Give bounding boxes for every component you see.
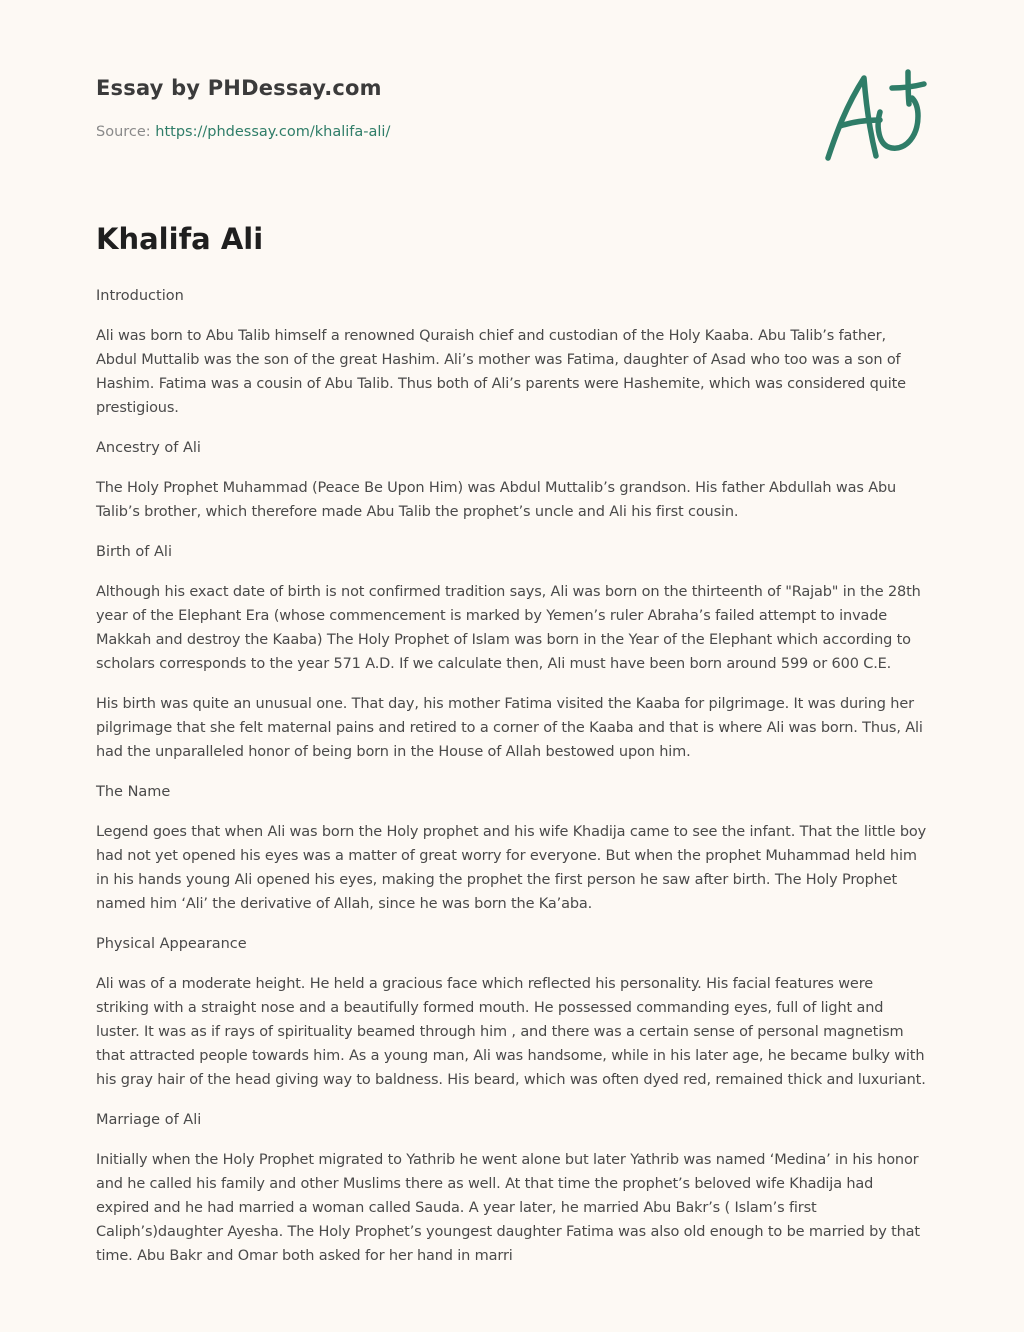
site-brand: Essay by PHDessay.com (96, 76, 382, 100)
section-heading: Marriage of Ali (96, 1112, 202, 1128)
essay-paragraph: The Holy Prophet Muhammad (Peace Be Upon Him) was Abdul Muttalib’s grandson. His father Abdullah was Abu Talib’s brother, which therefore made Abu Talib the prophet’s uncle and Ali his first cousin. (96, 480, 897, 520)
essay-paragraph: Ali was born to Abu Talib himself a renowned Quraish chief and custodian of the Holy Kaaba. Abu Talib’s father, Abdul Muttalib was the son of the great Hashim. Ali’s mother was Fatima, daughter of Asad who too was a son of Hashim. Fatima was a cousin of Abu Talib. Thus both of Ali’s parents were Hashemite, which was considered quite prestigious. (96, 328, 906, 416)
source-label: Source: (96, 124, 156, 140)
essay-paragraph: Initially when the Holy Prophet migrated to Yathrib he went alone but later Yathrib was named ‘Medina’ in his honor and he called his family and other Muslims there as well. At that time the prophet’s beloved wife Khadija had expired and he had married a woman called Sauda. A year later, he married Abu Bakr’s ( Islam’s first Caliph’s)daughter Ayesha. The Holy Prophet’s youngest daughter Fatima was also old enough to be married by that time. Abu Bakr and Omar both asked for her hand in marri (96, 1152, 920, 1264)
essay-content (96, 284, 930, 1284)
essay-title: Khalifa Ali (96, 222, 264, 256)
essay-paragraph: His birth was quite an unusual one. That day, his mother Fatima visited the Kaaba for pilgrimage. It was during her pilgrimage that she felt maternal pains and retired to a corner of the Kaaba and that is where Ali was born. Thus, Ali had the unparalleled honor of being born in the House of Allah bestowed upon him. (96, 696, 923, 760)
section-heading: Birth of Ali (96, 544, 172, 560)
source-link[interactable]: https://phdessay.com/khalifa-ali/ (155, 124, 391, 140)
section-heading: Ancestry of Ali (96, 440, 201, 456)
essay-paragraph: Although his exact date of birth is not confirmed tradition says, Ali was born on the thirteenth of "Rajab" in the 28th year of the Elephant Era (whose commencement is marked by Yemen’s ruler Abraha’s failed attempt to invade Makkah and destroy the Kaaba) The Holy Prophet of Islam was born in the Year of the Elephant which according to scholars corresponds to the year 571 A.D. If we calculate then, Ali must have been born around 599 or 600 C.E. (96, 584, 921, 672)
section-heading: Introduction (96, 288, 184, 304)
section-heading: Physical Appearance (96, 936, 247, 952)
a-plus-logo-icon (820, 64, 930, 168)
essay-paragraph: Ali was of a moderate height. He held a gracious face which reflected his personality. His facial features were striking with a straight nose and a beautifully formed mouth. He possessed commanding eyes, full of light and luster. It was as if rays of spirituality beamed through him , and there was a certain sense of personal magnetism that attracted people towards him. As a young man, Ali was handsome, while in his later age, he became bulky with his gray hair of the head giving way to baldness. His beard, which was often dyed red, remained thick and luxuriant. (96, 976, 926, 1088)
essay-paragraph: Legend goes that when Ali was born the Holy prophet and his wife Khadija came to see the infant. That the little boy had not yet opened his eyes was a matter of great worry for everyone. But when the prophet Muhammad held him in his hands young Ali opened his eyes, making the prophet the first person he saw after birth. The Holy Prophet named him ‘Ali’ the derivative of Allah, since he was born the Ka’aba. (96, 824, 927, 912)
section-heading: The Name (96, 784, 171, 800)
source-line (96, 124, 390, 140)
